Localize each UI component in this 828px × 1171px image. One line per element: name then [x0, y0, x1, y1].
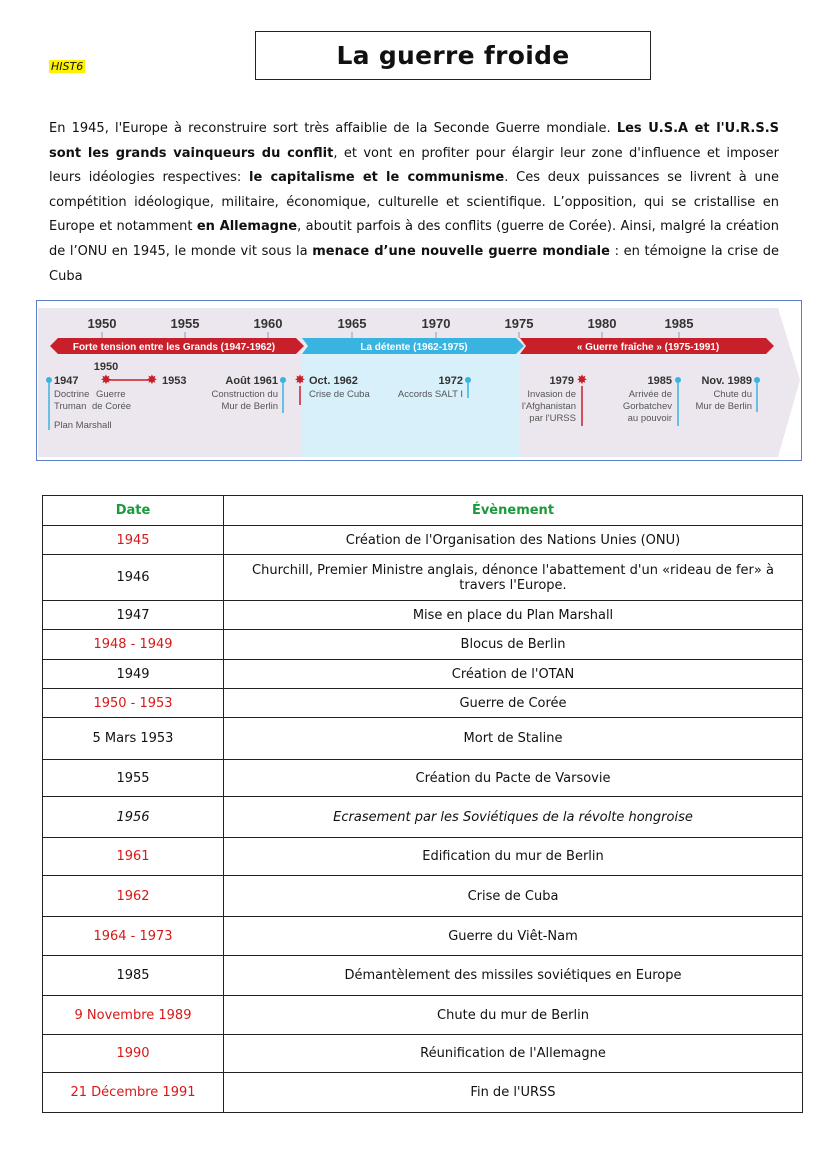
date-cell: 1961: [43, 838, 224, 876]
intro-text: , et vont en profiter pour élargir leur zone d'influence et imposer leurs idéologies respectives:: [49, 145, 779, 186]
date-cell: 9 Novembre 1989: [43, 996, 224, 1035]
date-cell: 1950 - 1953: [43, 689, 224, 718]
explosion-icon: ✸: [100, 372, 112, 387]
timeline-graphic: [36, 300, 802, 461]
table-row: [43, 760, 803, 797]
event-text: Truman: [54, 401, 87, 412]
year-label: 1950: [87, 316, 117, 331]
date-cell: 1949: [43, 660, 224, 689]
table-row: [43, 996, 803, 1035]
event-text: Invasion de: [527, 389, 576, 400]
period-label: Forte tension entre les Grands (1947-1962): [72, 342, 276, 353]
column-header-date: Date: [43, 496, 224, 526]
date-cell: 1945: [43, 526, 224, 555]
event-text: l'Afghanistan: [521, 401, 576, 412]
table-row: [43, 718, 803, 760]
date-cell: 1985: [43, 956, 224, 996]
table-row: [43, 797, 803, 838]
document-tag: HIST6: [51, 60, 84, 73]
event-cell: Blocus de Berlin: [224, 630, 803, 660]
column-header-event: Évènement: [224, 496, 803, 526]
table-header-row: [43, 496, 803, 526]
table-row: [43, 956, 803, 996]
event-year: 1947: [54, 375, 79, 387]
intro-emphasis: Les U.S.A et l'U.R.S.S sont les grands vainqueurs du conflit: [49, 121, 779, 161]
event-text: Doctrine: [54, 389, 90, 400]
event-text: Guerre: [96, 389, 126, 400]
intro-text: . Ces deux puissances se livrent à une compétition idéologique, militaire, économique, culturelle et scientifique. L’opposition, qui se cristallise en Europe et notamment: [49, 170, 779, 235]
table-row: [43, 689, 803, 718]
date-cell: 1946: [43, 555, 224, 601]
event-cell: Création du Pacte de Varsovie: [224, 760, 803, 797]
event-cell: Edification du mur de Berlin: [224, 838, 803, 876]
event-text: Accords SALT I: [397, 389, 463, 400]
date-cell: 1962: [43, 876, 224, 917]
event-text: Chute du: [713, 389, 752, 400]
event-cell: Démantèlement des missiles soviétiques en Europe: [224, 956, 803, 996]
event-cell: Chute du mur de Berlin: [224, 996, 803, 1035]
intro-emphasis: menace d’une nouvelle guerre mondiale: [312, 243, 610, 259]
intro-emphasis: en Allemagne: [196, 219, 298, 235]
year-label: 1955: [170, 316, 200, 331]
event-text: Arrivée de: [628, 389, 672, 400]
event-cell: Guerre du Viêt-Nam: [224, 917, 803, 956]
event-cell: Crise de Cuba: [224, 876, 803, 917]
table-row: [43, 660, 803, 689]
year-label: 1965: [337, 316, 367, 331]
year-label: 1980: [587, 316, 617, 331]
date-cell: 1947: [43, 601, 224, 630]
event-year: 1985: [647, 375, 672, 387]
event-dot: [754, 377, 760, 383]
intro-emphasis: le capitalisme et le communisme: [249, 170, 505, 186]
table-row: [43, 917, 803, 956]
table-row: [43, 601, 803, 630]
event-dot: [280, 377, 286, 383]
table-row: [43, 526, 803, 555]
event-text: Crise de Cuba: [309, 389, 370, 400]
explosion-icon: ✸: [146, 372, 158, 387]
event-text: Gorbatchev: [622, 401, 672, 412]
event-year: 1953: [162, 375, 187, 387]
year-label: 1985: [664, 316, 694, 331]
event-cell: Réunification de l'Allemagne: [224, 1035, 803, 1073]
intro-paragraph: [49, 117, 779, 289]
event-dot: [465, 377, 471, 383]
event-cell: Ecrasement par les Soviétiques de la révolte hongroise: [224, 797, 803, 838]
intro-text: , aboutit parfois à des conflits (guerre de Corée). Ainsi, malgré la création de l’ONU en 1945, le monde vit sous la: [49, 219, 779, 259]
event-cell: Création de l'OTAN: [224, 660, 803, 689]
event-year: Août 1961: [225, 375, 278, 387]
page-title: La guerre froide: [255, 31, 651, 80]
event-text: Mur de Berlin: [695, 401, 752, 412]
date-cell: 1964 - 1973: [43, 917, 224, 956]
year-label: 1970: [421, 316, 451, 331]
table-row: [43, 1073, 803, 1113]
table-row: [43, 838, 803, 876]
table-row: [43, 876, 803, 917]
explosion-icon: ✸: [294, 372, 306, 387]
event-cell: Création de l'Organisation des Nations Unies (ONU): [224, 526, 803, 555]
event-cell: Guerre de Corée: [224, 689, 803, 718]
event-year: Nov. 1989: [701, 375, 752, 387]
date-cell: 1956: [43, 797, 224, 838]
event-cell: Churchill, Premier Ministre anglais, dénonce l'abattement d'un «rideau de fer» à travers l'Europe.: [224, 555, 803, 601]
event-text: Construction du: [211, 389, 278, 400]
table-row: [43, 555, 803, 601]
event-year: 1979: [549, 375, 574, 387]
date-cell: 21 Décembre 1991: [43, 1073, 224, 1113]
event-dot: [46, 377, 52, 383]
event-year: 1950: [93, 361, 119, 373]
date-cell: 1948 - 1949: [43, 630, 224, 660]
event-year: 1972: [438, 375, 463, 387]
table-row: [43, 630, 803, 660]
event-cell: Fin de l'URSS: [224, 1073, 803, 1113]
event-cell: Mise en place du Plan Marshall: [224, 601, 803, 630]
detente-zone: [302, 352, 520, 457]
year-label: 1960: [253, 316, 283, 331]
table-row: [43, 1035, 803, 1073]
events-table: [42, 495, 803, 1113]
event-text: Plan Marshall: [54, 420, 112, 431]
date-cell: 1955: [43, 760, 224, 797]
year-label: 1975: [504, 316, 534, 331]
period-label: « Guerre fraîche » (1975-1991): [576, 342, 720, 353]
date-cell: 5 Mars 1953: [43, 718, 224, 760]
event-text: Mur de Berlin: [221, 401, 278, 412]
intro-text: En 1945, l'Europe à reconstruire sort très affaiblie de la Seconde Guerre mondiale.: [49, 121, 617, 136]
event-cell: Mort de Staline: [224, 718, 803, 760]
event-text: par l'URSS: [529, 413, 576, 424]
cold-war-timeline: [36, 300, 802, 461]
event-text: de Corée: [92, 401, 132, 412]
event-dot: [675, 377, 681, 383]
explosion-icon: ✸: [576, 372, 588, 387]
event-year: Oct. 1962: [309, 375, 358, 387]
period-label: La détente (1962-1975): [360, 342, 468, 353]
event-text: au pouvoir: [627, 413, 672, 424]
intro-text: : en témoigne la crise de Cuba: [49, 243, 780, 284]
date-cell: 1990: [43, 1035, 224, 1073]
